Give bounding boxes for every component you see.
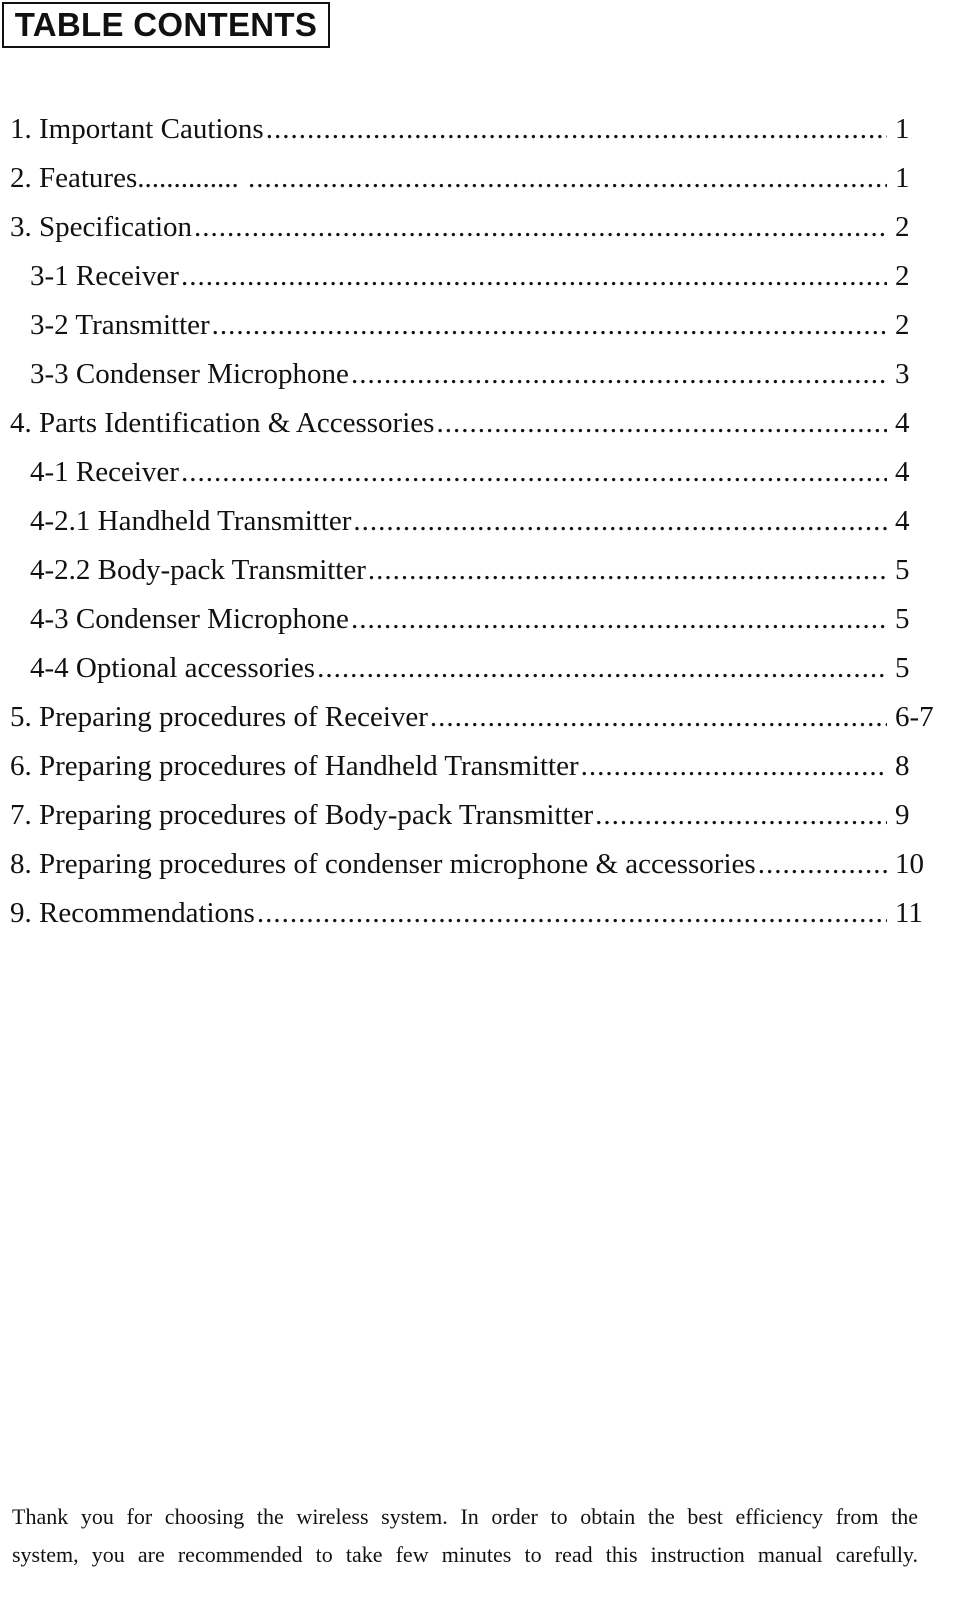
toc-entry-page: 1 — [895, 113, 910, 145]
toc-entry-spec-condenser-microphone — [10, 350, 935, 399]
toc-entry-parts-receiver — [10, 448, 935, 497]
toc-entry-page: 3 — [895, 358, 910, 390]
toc-entry-page: 10 — [895, 848, 924, 880]
toc-entry-label: 3-1 Receiver — [30, 260, 179, 292]
toc-entry-page: 2 — [895, 260, 910, 292]
intro-line: Thank you for choosing the wireless system. In order to obtain the best efficiency from the — [12, 1504, 918, 1529]
toc-entry-label: 8. Preparing procedures of condenser microphone & accessories — [10, 848, 756, 880]
toc-entry-page: 2 — [895, 309, 910, 341]
dot-leader — [581, 752, 887, 781]
toc-entry-label: 9. Recommendations — [10, 897, 255, 929]
toc-entry-parts-identification — [10, 399, 935, 448]
toc-entry-specification — [10, 203, 935, 252]
toc-entry-preparing-condenser — [10, 840, 935, 889]
dot-leader — [351, 605, 887, 634]
toc-entry-preparing-handheld — [10, 742, 935, 791]
toc-entry-optional-accessories — [10, 644, 935, 693]
toc-entry-label: 4. Parts Identification & Accessories — [10, 407, 435, 439]
toc-entry-important-cautions — [10, 105, 935, 154]
dot-leader — [181, 262, 887, 291]
dot-leader — [436, 409, 887, 438]
toc-entry-page: 6-7 — [895, 701, 934, 733]
toc-entry-page: 4 — [895, 407, 910, 439]
dot-leader — [212, 311, 887, 340]
toc-entry-label: 4-2.2 Body-pack Transmitter — [30, 554, 366, 586]
toc-entry-label: 4-2.1 Handheld Transmitter — [30, 505, 352, 537]
toc-entry-parts-condenser-microphone — [10, 595, 935, 644]
toc-entry-label: 4-1 Receiver — [30, 456, 179, 488]
toc-entry-label: 3-2 Transmitter — [30, 309, 210, 341]
toc-entry-label: 4-3 Condenser Microphone — [30, 603, 349, 635]
toc-entry-page: 5 — [895, 652, 910, 684]
intro-paragraph — [12, 1498, 918, 1574]
toc-entry-label: 7. Preparing procedures of Body-pack Transmitter — [10, 799, 594, 831]
toc-entry-preparing-receiver — [10, 693, 935, 742]
toc-entry-page: 4 — [895, 505, 910, 537]
dot-leader — [353, 507, 887, 536]
dot-leader — [181, 458, 887, 487]
toc-entry-label: 2. Features.............. — [10, 162, 246, 194]
toc-entry-label: 1. Important Cautions — [10, 113, 264, 145]
toc-entry-label: 3. Specification — [10, 211, 193, 243]
dot-leader — [430, 703, 887, 732]
toc-entry-label: 6. Preparing procedures of Handheld Transmitter — [10, 750, 579, 782]
toc-entry-label: 5. Preparing procedures of Receiver — [10, 701, 428, 733]
dot-leader — [248, 164, 887, 193]
toc-entry-label: 3-3 Condenser Microphone — [30, 358, 349, 390]
toc-entry-page: 9 — [895, 799, 910, 831]
toc-entry-page: 2 — [895, 211, 910, 243]
dot-leader — [266, 115, 887, 144]
page-title: TABLE CONTENTS — [2, 2, 330, 48]
toc-entry-spec-transmitter — [10, 301, 935, 350]
toc-entry-label: 4-4 Optional accessories — [30, 652, 316, 684]
toc-entry-spec-receiver — [10, 252, 935, 301]
toc-entry-features — [10, 154, 935, 203]
dot-leader — [317, 654, 887, 683]
dot-leader — [194, 213, 887, 242]
table-of-contents — [10, 105, 935, 938]
toc-entry-preparing-body-pack — [10, 791, 935, 840]
toc-entry-page: 1 — [895, 162, 910, 194]
toc-entry-page: 4 — [895, 456, 910, 488]
toc-entry-body-pack-transmitter — [10, 546, 935, 595]
intro-line: system, you are recommended to take few minutes to read this instruction manual carefully. — [12, 1542, 918, 1567]
toc-entry-handheld-transmitter — [10, 497, 935, 546]
toc-entry-page: 11 — [895, 897, 923, 929]
dot-leader — [595, 801, 887, 830]
toc-entry-recommendations — [10, 889, 935, 938]
dot-leader — [257, 899, 887, 928]
dot-leader — [351, 360, 887, 389]
dot-leader — [758, 850, 887, 879]
toc-entry-page: 8 — [895, 750, 910, 782]
toc-entry-page: 5 — [895, 603, 910, 635]
toc-entry-page: 5 — [895, 554, 910, 586]
dot-leader — [368, 556, 887, 585]
